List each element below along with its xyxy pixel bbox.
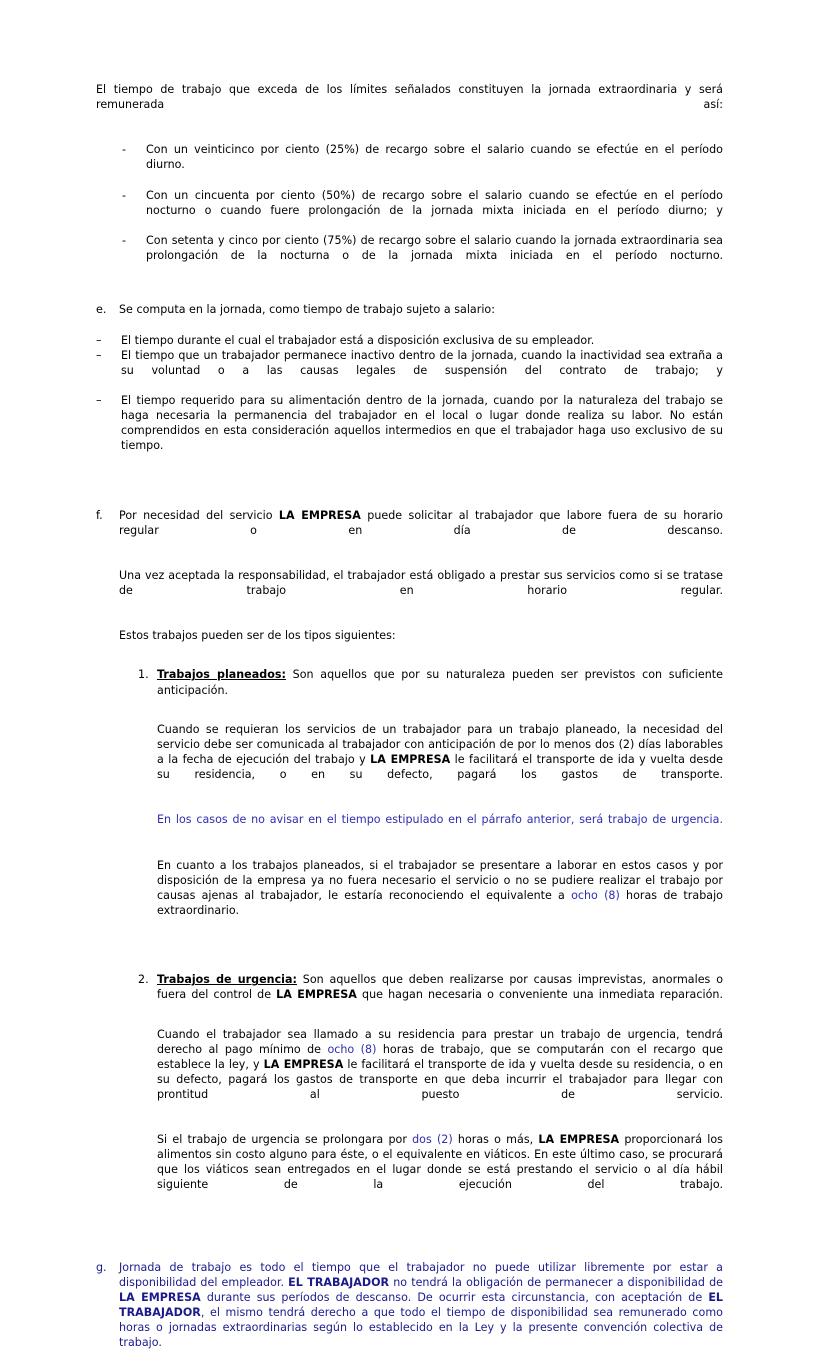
spacer [119, 948, 723, 963]
text-run: , el mismo tendrá derecho a que todo el tiempo de disponibilidad sea remunerado como horas o jornadas extraordinarias según lo establecido en la Ley y la presente convención colectiva de trabajo. [119, 1306, 723, 1350]
item-1-paragraph-3 [157, 858, 723, 933]
list-item [96, 393, 723, 468]
item-1-marker: 1. [138, 668, 149, 682]
bullet-marker: – [96, 333, 102, 347]
section-f [96, 508, 724, 1208]
item-1-title: Trabajos planeados: [157, 668, 286, 682]
section-g-marker: g. [96, 1260, 107, 1274]
empresa-mention: LA EMPRESA [370, 752, 451, 766]
spacer [96, 278, 723, 293]
spacer [138, 797, 723, 812]
list-item-text: Con un cincuenta por ciento (50%) de recargo sobre el salario cuando se efectúe en el período nocturno o cuando fuere prolongación de la jornada mixta iniciada en el período diurno; y [146, 188, 723, 217]
bullet-marker: - [122, 143, 127, 157]
hours-highlight: ocho (8) [327, 1042, 377, 1056]
list-item [96, 142, 723, 187]
section-e [96, 302, 723, 317]
spacer [96, 499, 723, 508]
spacer [96, 127, 723, 142]
text-run: horas o más, [452, 1133, 539, 1147]
item-2-lead-row [138, 972, 723, 1017]
text-run: horas de trabajo extraordinario. [157, 888, 723, 917]
spacer [119, 963, 723, 972]
item-2-paragraph-1 [157, 1027, 723, 1118]
text-run: durante sus períodos de descanso. De ocurrir esta circunstancia, con aceptación de [200, 1291, 709, 1305]
text-run: proporcionará los alimentos sin costo alguno para éste, o el equivalente en viáticos. En este último caso, se procurará que los viáticos sean entregados en el lugar donde se está prestando el servicio o al día hábil siguiente de la ejecución del trabajo. [157, 1133, 723, 1192]
spacer [96, 293, 723, 302]
section-e-marker: e. [96, 303, 107, 317]
empresa-mention: LA EMPRESA [278, 508, 361, 522]
spacer [96, 1223, 723, 1238]
text-run: En cuanto a los trabajos planeados, si el trabajador se presentare a laborar en estos casos y por disposición de la empresa ya no fuera necesario el servicio o no se pudiere realizar el trabajo por causas ajenas al trabajador, le estaría reconociendo el equivalente a [157, 858, 723, 902]
section-e-lead-row [96, 302, 723, 317]
spacer [96, 1208, 723, 1223]
bullet-marker: - [122, 188, 127, 202]
item-2-lead [157, 972, 723, 1017]
item-2-title: Trabajos de urgencia: [157, 973, 297, 987]
list-item [96, 188, 723, 233]
spacer [96, 483, 723, 498]
document-body [96, 82, 723, 1366]
text-run: que hagan necesaria o conveniente una inmediata reparación. [356, 988, 723, 1002]
spacer [138, 843, 723, 858]
text-run: Son aquellos que deben realizarse por causas imprevistas, anormales o fuera del control de [157, 973, 723, 1002]
list-item [96, 233, 723, 278]
text-run: puede solicitar al trabajador que labore fuera de su horario regular o en día de descanso. [119, 508, 723, 537]
section-f-paragraph-2: Una vez aceptada la responsabilidad, el trabajador está obligado a prestar sus servicios como si se tratase de trabajo en horario regular. [119, 568, 723, 597]
section-f-item-1 [138, 667, 723, 933]
text-run: Por necesidad del servicio [119, 508, 279, 522]
item-2-paragraph-2 [157, 1132, 723, 1207]
bullet-marker: – [96, 348, 102, 362]
section-e-lead: Se computa en la jornada, como tiempo de trabajo sujeto a salario: [119, 303, 495, 317]
list-item [96, 333, 723, 348]
spacer [96, 317, 723, 332]
list-item-text: Con un veinticinco por ciento (25%) de recargo sobre el salario cuando se efectúe en el período diurno. [146, 143, 723, 172]
text-run: le facilitará el transporte de ida y vuelta desde su residencia, o en su defecto, pagará los gastos de transporte en que deba incurrir el trabajador para llegar con prontitud al puesto de servicio. [157, 1057, 723, 1101]
text-run: horas de trabajo, que se computarán con el recargo que establece la ley, y [157, 1042, 724, 1071]
spacer [119, 658, 723, 667]
empresa-mention: LA EMPRESA [263, 1057, 344, 1071]
spacer [138, 713, 723, 722]
text-run: Cuando el trabajador sea llamado a su residencia para prestar un trabajo de urgencia, tendrá derecho al pago mínimo de [157, 1027, 723, 1056]
section-g-paragraph [119, 1260, 723, 1366]
section-f-paragraph-1 [119, 508, 723, 553]
section-f-item-2 [138, 972, 723, 1207]
list-item [96, 348, 723, 393]
text-run: le facilitará el transporte de ida y vuelta desde su residencia, o en su defecto, pagará los gastos de transporte. [157, 752, 723, 782]
empresa-mention: LA EMPRESA [276, 988, 357, 1002]
list-item-text: Con setenta y cinco por ciento (75%) de recargo sobre el salario cuando la jornada extraordinaria sea prolongación de la nocturna o de la jornada mixta iniciada en el período nocturno. [146, 233, 723, 263]
text-run: Cuando se requieran los servicios de un trabajador para un trabajo planeado, la necesidad del servicio debe ser comunicada al trabajador con anticipación de por lo menos dos (2) días laborables a la fecha de ejecución del trabajo y [157, 722, 723, 766]
item-1-paragraph-2-highlight: En los casos de no avisar en el tiempo estipulado en el párrafo anterior, será trabajo de urgencia. [157, 813, 723, 827]
list-item-text: El tiempo requerido para su alimentación dentro de la jornada, cuando por la naturaleza del trabajo se haga necesaria la permanencia del trabajador en el local o lugar donde realiza su labor. No están comprendidos en esta consideración aquellos intermedios en que el trabajador haga uso exclusivo de su tiempo. [121, 393, 723, 453]
section-g-row [96, 1260, 723, 1366]
section-f-p1-row [96, 508, 723, 553]
section-g [96, 1260, 723, 1366]
spacer [96, 1238, 723, 1260]
bullet-marker: – [96, 393, 102, 407]
spacer [138, 1117, 723, 1132]
spacer [138, 1018, 723, 1027]
text-run: no tendrá la obligación de permanecer a disponibilidad de [389, 1275, 723, 1289]
hours-highlight: dos (2) [412, 1133, 453, 1147]
item-1-paragraph-1 [157, 722, 723, 797]
text-run: Si el trabajo de urgencia se prolongara por [157, 1133, 413, 1147]
empresa-mention: LA EMPRESA [119, 1291, 201, 1305]
item-1-lead [157, 667, 723, 712]
item-1-lead-row [138, 667, 723, 712]
spacer [96, 468, 723, 483]
spacer [119, 613, 723, 628]
section-f-marker: f. [96, 508, 103, 522]
spacer [119, 933, 723, 948]
spacer [119, 643, 723, 658]
list-item-text: El tiempo durante el cual el trabajador está a disposición exclusiva de su empleador. [121, 333, 595, 347]
list-item-text: El tiempo que un trabajador permanece inactivo dentro de la jornada, cuando la inactividad sea extraña a su voluntad o a las causas legales de suspensión del contrato de trabajo; y [121, 348, 723, 377]
text-run: Jornada de trabajo es todo el tiempo que el trabajador no puede utilizar libremente por estar a disponibilidad del empleador. [119, 1260, 723, 1289]
spacer [119, 553, 723, 568]
hours-highlight: ocho (8) [571, 888, 620, 902]
intro-paragraph: El tiempo de trabajo que exceda de los límites señalados constituyen la jornada extraordinaria y será remunerada así: [96, 83, 723, 112]
trabajador-mention: EL TRABAJADOR [119, 1291, 723, 1320]
empresa-mention: LA EMPRESA [538, 1133, 620, 1147]
text-run: Son aquellos que por su naturaleza pueden ser previstos con suficiente anticipación. [157, 668, 723, 697]
section-f-paragraph-3: Estos trabajos pueden ser de los tipos siguientes: [119, 629, 396, 643]
item-2-marker: 2. [138, 973, 149, 987]
trabajador-mention: EL TRABAJADOR [288, 1275, 390, 1289]
bullet-marker: - [122, 233, 127, 247]
